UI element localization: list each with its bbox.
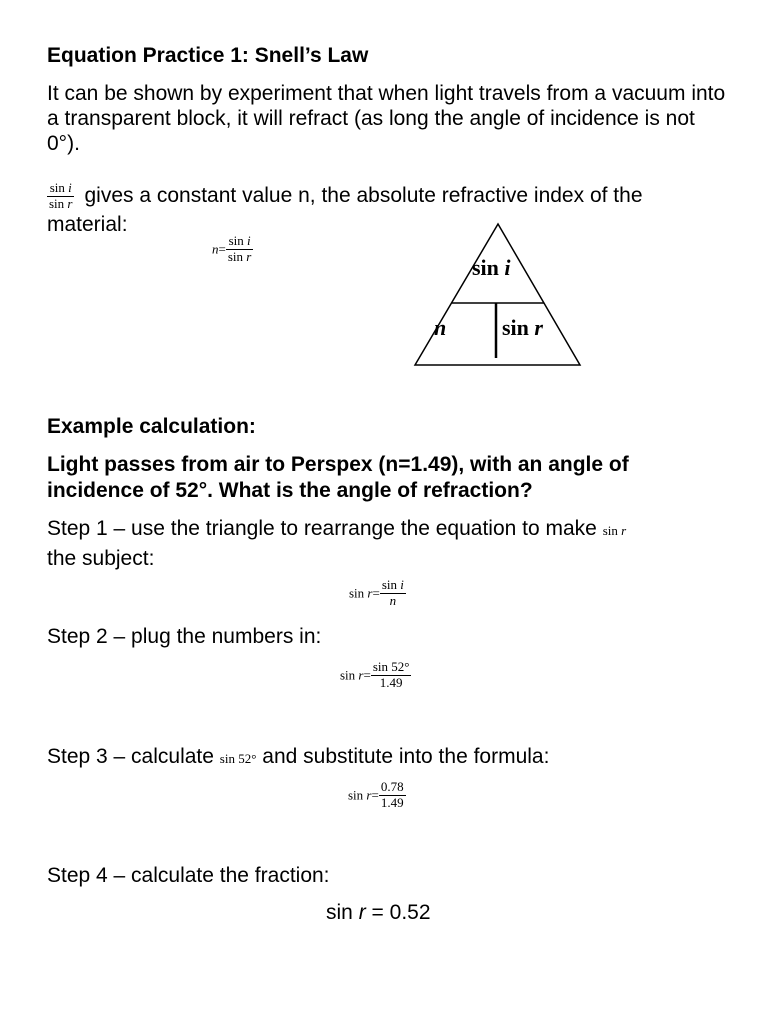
equation-sinr-substituted: sin r= $\frac{0.78}{1.49}$ bbox=[348, 779, 404, 810]
ratio-fraction: $\frac{\text{sin i}}{\text{sin r}}$ bbox=[49, 180, 73, 211]
step1-sinr: sin r bbox=[602, 523, 627, 538]
step-4: Step 4 – calculate the fraction: bbox=[47, 864, 330, 887]
ratio-paragraph bbox=[47, 181, 727, 237]
equation-sinr-rearranged: sin r= $\frac{\text{sin i}}{n}$ bbox=[349, 577, 404, 608]
equation-n: n= $\frac{\text{sin i}}{\text{sin r}}$ bbox=[212, 233, 252, 264]
triangle-left-label: n bbox=[434, 315, 447, 340]
step-3: Step 3 – calculate sin 52° and substitute into the formula: bbox=[47, 745, 550, 768]
triangle-right-label: sin r bbox=[502, 315, 543, 340]
page-title: Equation Practice 1: Snell’s Law bbox=[47, 44, 369, 67]
ratio-text: gives a constant value n, the absolute refractive index of the material: bbox=[47, 183, 643, 236]
step3-sin52: sin 52° bbox=[219, 751, 257, 766]
intro-paragraph: It can be shown by experiment that when light travels from a vacuum into a transparent block, it will refract (as long the angle of incidence is not 0°). bbox=[47, 82, 726, 155]
formula-triangle bbox=[410, 220, 590, 370]
triangle-top-label: sin i bbox=[472, 255, 511, 280]
step-1: Step 1 – use the triangle to rearrange the equation to make sin r the subject: bbox=[47, 517, 627, 570]
example-question: Light passes from air to Perspex (n=1.49), with an angle of incidence of 52°. What is the angle of refraction? bbox=[47, 453, 629, 502]
step-2: Step 2 – plug the numbers in: bbox=[47, 625, 322, 648]
equation-sinr-numbers: sin r= $\frac{\sin 52^\circ}{1.49}$ bbox=[340, 659, 410, 690]
result: sin r = 0.52 bbox=[326, 901, 431, 924]
example-heading: Example calculation: bbox=[47, 415, 256, 438]
